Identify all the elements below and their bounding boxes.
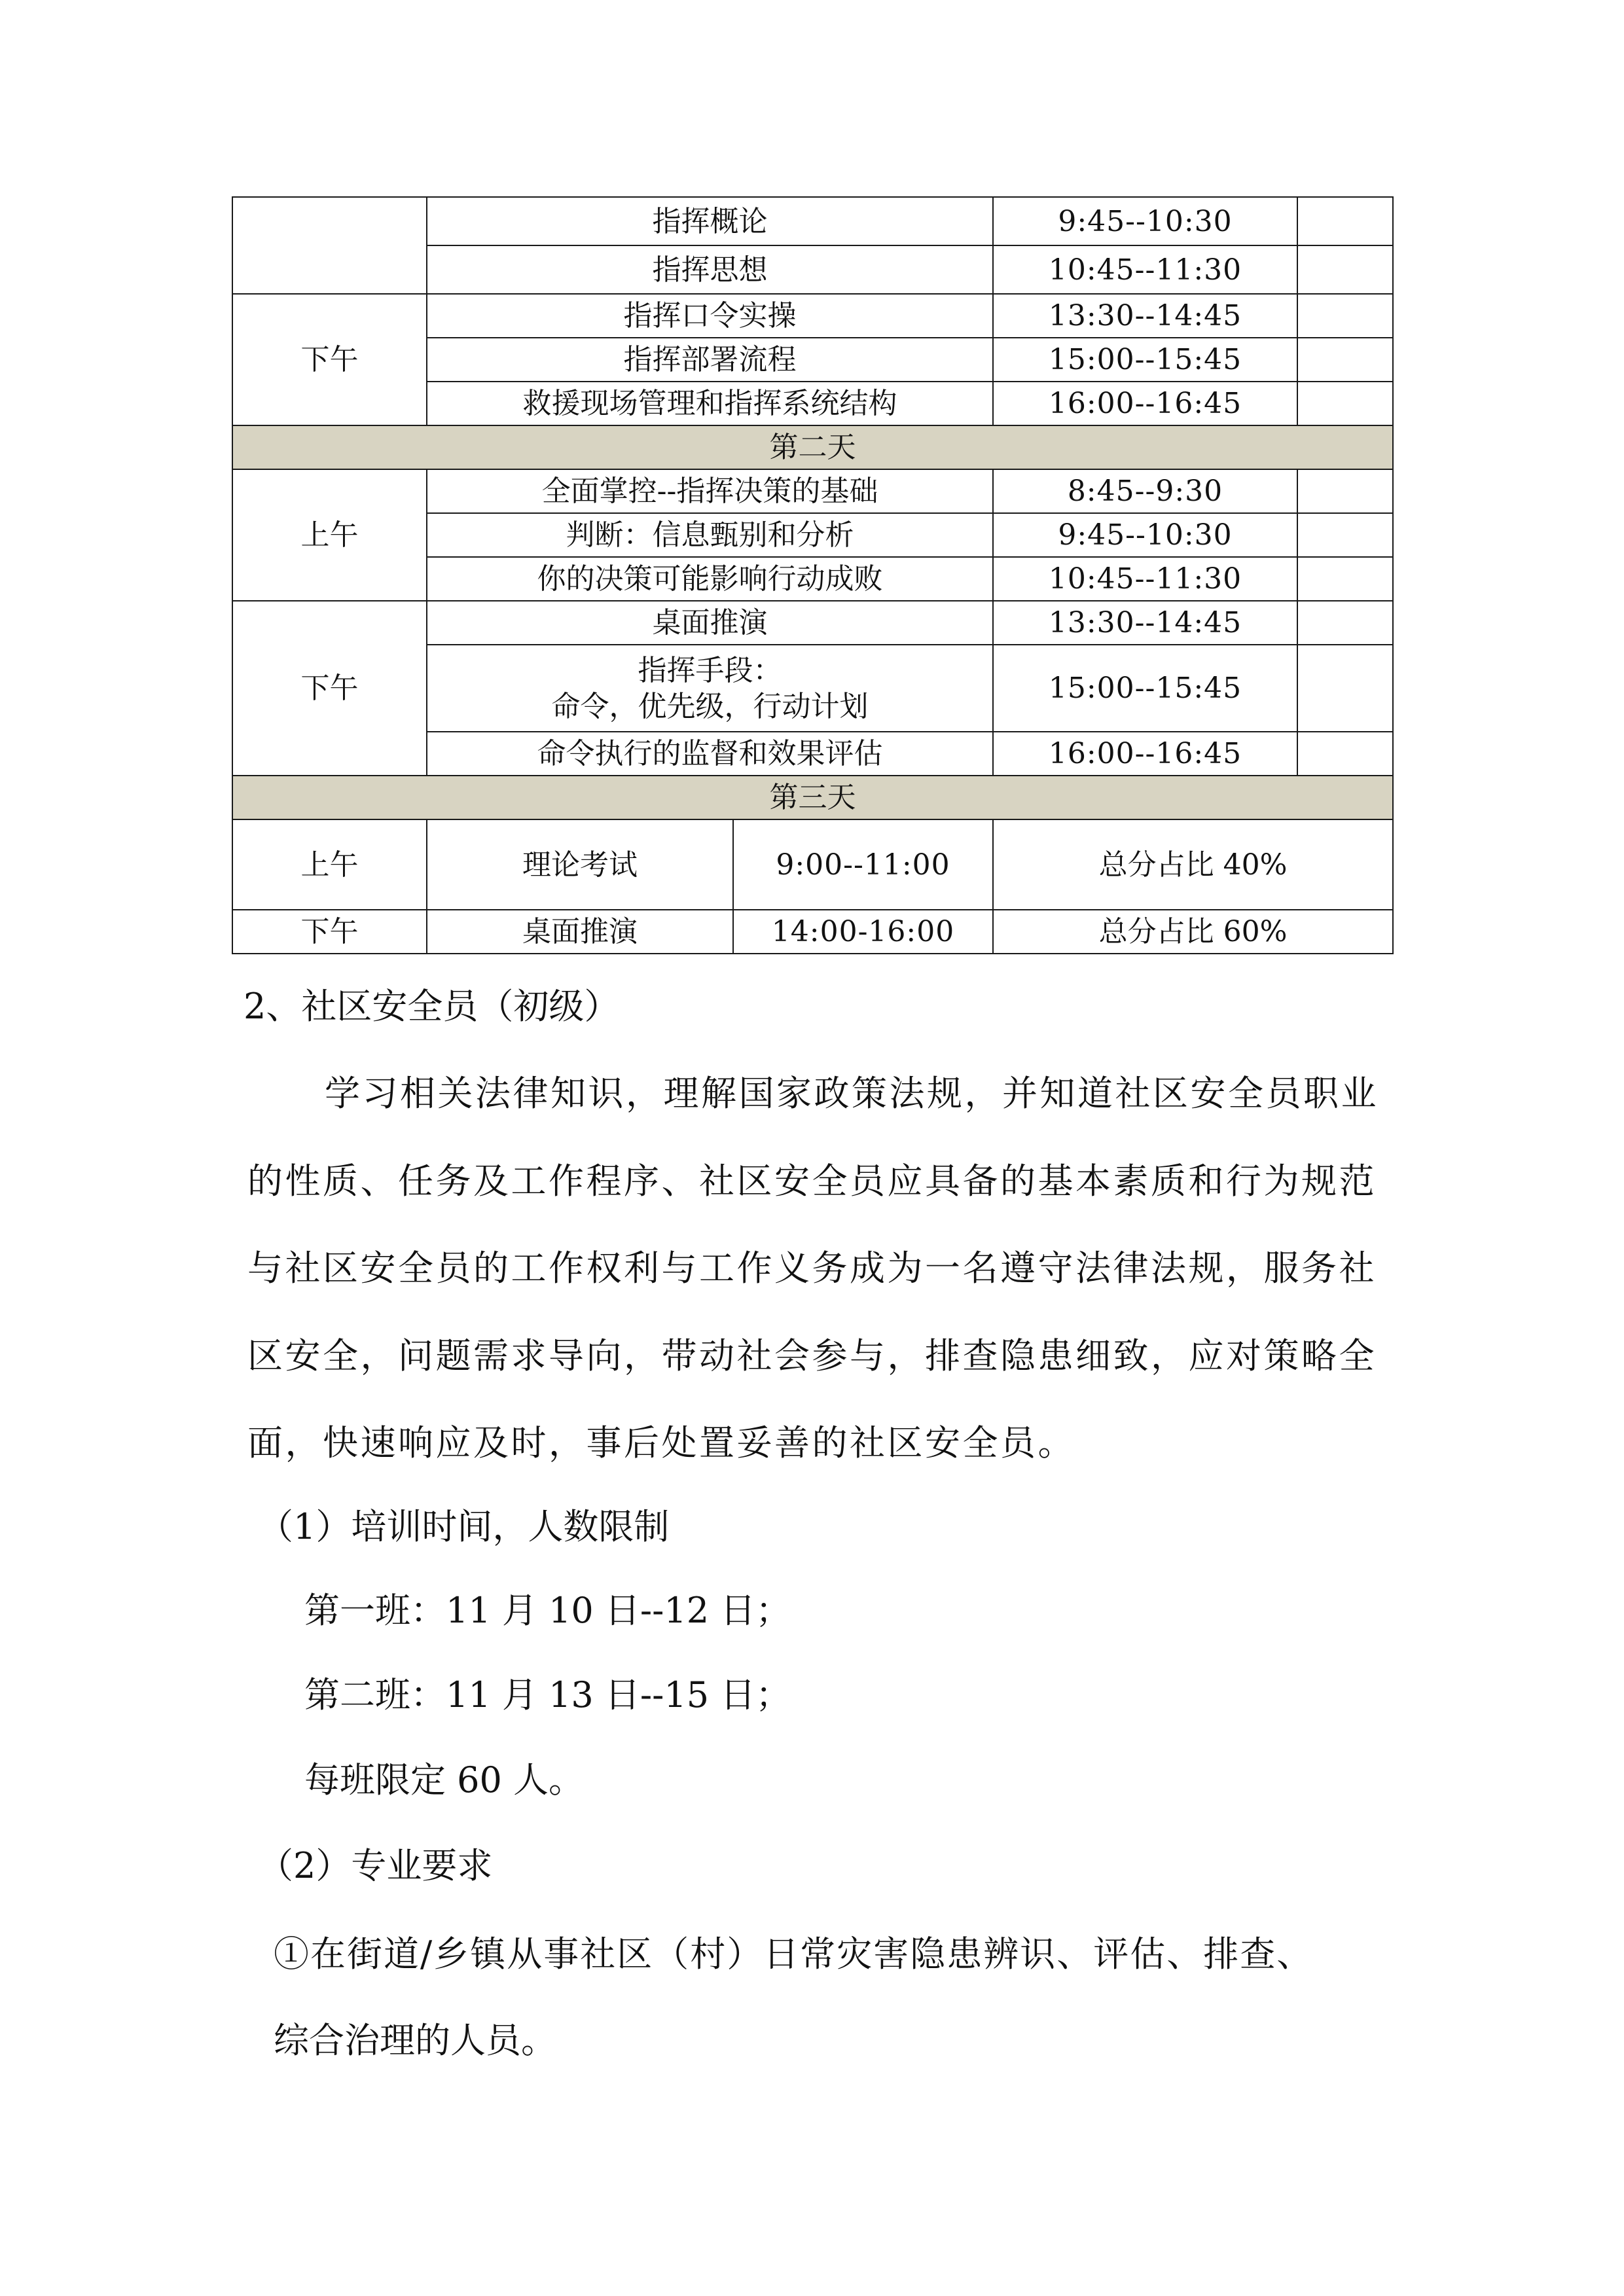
requirement-line: ①在街道/乡镇从事社区（村）日常灾害隐患辨识、评估、排查、 (274, 1933, 1314, 1975)
class-line: 每班限定 60 人。 (304, 1759, 585, 1801)
topic-cell: 全面掌控--指挥决策的基础 (427, 469, 993, 513)
weight-cell: 总分占比 60% (993, 910, 1393, 954)
day-header: 第三天 (232, 776, 1393, 819)
body-line: 学习相关法律知识，理解国家政策法规，并知道社区安全员职业 (325, 1073, 1379, 1114)
topic-cell: 判断：信息甄别和分析 (427, 513, 993, 557)
topic-cell: 指挥部署流程 (427, 338, 993, 382)
topic-cell: 指挥口令实操 (427, 294, 993, 338)
blank-cell (1297, 338, 1393, 382)
period-cell: 上午 (232, 819, 427, 910)
body-line: 的性质、任务及工作程序、社区安全员应具备的基本素质和行为规范 (247, 1160, 1377, 1202)
topic-cell: 你的决策可能影响行动成败 (427, 557, 993, 601)
blank-cell (1297, 197, 1393, 245)
period-cell: 下午 (232, 601, 427, 776)
class-line: 第二班：11 月 13 日--15 日； (304, 1674, 791, 1715)
topic-cell: 指挥思想 (427, 245, 993, 294)
blank-cell (1297, 645, 1393, 732)
time-cell: 9:00--11:00 (733, 819, 993, 910)
time-cell: 16:00--16:45 (993, 382, 1297, 425)
blank-cell (1297, 557, 1393, 601)
time-cell: 9:45--10:30 (993, 513, 1297, 557)
time-cell: 10:45--11:30 (993, 245, 1297, 294)
time-cell: 13:30--14:45 (993, 601, 1297, 645)
time-cell: 16:00--16:45 (993, 732, 1297, 776)
body-line: 区安全，问题需求导向，带动社会参与，排查隐患细致，应对策略全 (247, 1335, 1377, 1376)
table-row (232, 910, 1393, 954)
blank-cell (1297, 245, 1393, 294)
period-cell (232, 197, 427, 294)
blank-cell (1297, 601, 1393, 645)
topic-cell: 桌面推演 (427, 910, 733, 954)
blank-cell (1297, 469, 1393, 513)
blank-cell (1297, 513, 1393, 557)
time-cell: 14:00-16:00 (733, 910, 993, 954)
time-cell: 15:00--15:45 (993, 338, 1297, 382)
day-header-row (232, 425, 1393, 469)
subsection-heading: （2）专业要求 (258, 1845, 493, 1886)
table-row (232, 197, 1393, 245)
topic-cell: 救援现场管理和指挥系统结构 (427, 382, 993, 425)
requirement-line: 综合治理的人员。 (274, 2020, 556, 2061)
time-cell: 15:00--15:45 (993, 645, 1297, 732)
table-row (232, 819, 1393, 910)
blank-cell (1297, 382, 1393, 425)
day-header: 第二天 (232, 425, 1393, 469)
topic-cell (427, 645, 993, 732)
topic-line: 指挥手段： (638, 653, 782, 687)
time-cell: 13:30--14:45 (993, 294, 1297, 338)
topic-cell: 理论考试 (427, 819, 733, 910)
topic-line: 命令，优先级，行动计划 (551, 689, 869, 723)
period-cell: 下午 (232, 910, 427, 954)
period-cell: 下午 (232, 294, 427, 425)
table-row (232, 469, 1393, 513)
training-schedule-table (232, 196, 1394, 954)
time-cell: 9:45--10:30 (993, 197, 1297, 245)
period-cell: 上午 (232, 469, 427, 601)
section-heading: 2、社区安全员（初级） (244, 986, 620, 1027)
table-row (232, 294, 1393, 338)
topic-cell: 桌面推演 (427, 601, 993, 645)
day-header-row (232, 776, 1393, 819)
class-line: 第一班：11 月 10 日--12 日； (304, 1590, 791, 1631)
body-line: 面，快速响应及时，事后处置妥善的社区安全员。 (247, 1422, 1075, 1463)
table-row (232, 601, 1393, 645)
blank-cell (1297, 732, 1393, 776)
time-cell: 8:45--9:30 (993, 469, 1297, 513)
weight-cell: 总分占比 40% (993, 819, 1393, 910)
topic-cell: 命令执行的监督和效果评估 (427, 732, 993, 776)
time-cell: 10:45--11:30 (993, 557, 1297, 601)
subsection-heading: （1）培训时间，人数限制 (258, 1506, 670, 1547)
topic-cell: 指挥概论 (427, 197, 993, 245)
body-line: 与社区安全员的工作权利与工作义务成为一名遵守法律法规，服务社 (247, 1247, 1377, 1289)
blank-cell (1297, 294, 1393, 338)
